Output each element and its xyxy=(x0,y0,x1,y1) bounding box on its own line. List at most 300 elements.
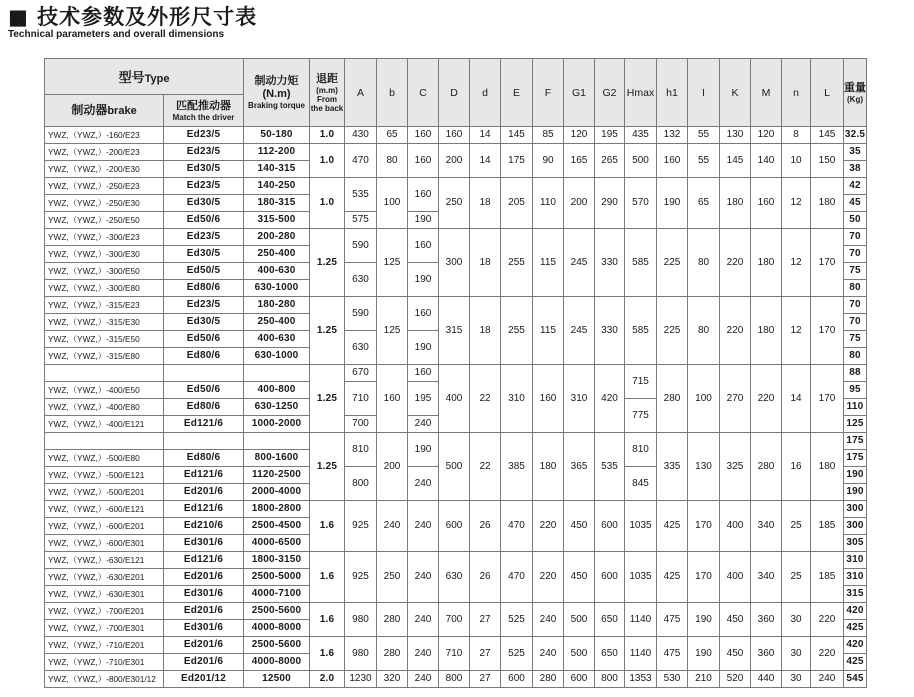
cell-brake: YWZ,（YWZ,）-300/E50 xyxy=(45,263,164,280)
cell-m: 340 xyxy=(751,552,782,603)
cell-brake: YWZ,（YWZ,）-315/E30 xyxy=(45,314,164,331)
cell-h1: 225 xyxy=(657,297,688,365)
driver-header: 匹配推动器 Match the driver xyxy=(164,95,244,127)
cell-brake: YWZ,（YWZ,）-600/E301 xyxy=(45,535,164,552)
cell-brake: YWZ,（YWZ,）-300/E23 xyxy=(45,229,164,246)
cell-back: 1.0 xyxy=(310,144,345,178)
cell-b: 160 xyxy=(377,365,408,433)
page-subtitle: Technical parameters and overall dimensions xyxy=(8,29,225,40)
cell-c: 240 xyxy=(408,603,439,637)
cell-weight: 305 xyxy=(844,535,867,552)
cell-d: 630 xyxy=(439,552,470,603)
cell-torque xyxy=(244,365,310,382)
cell-m: 360 xyxy=(751,603,782,637)
cell-brake: YWZ,（YWZ,）-300/E30 xyxy=(45,246,164,263)
table-row xyxy=(45,501,867,518)
cell-n: 30 xyxy=(782,603,811,637)
cell-i: 65 xyxy=(688,178,720,229)
cell-i: 80 xyxy=(688,229,720,297)
cell-brake xyxy=(45,365,164,382)
cell-driver: Ed80/6 xyxy=(164,280,244,297)
cell-h1: 190 xyxy=(657,178,688,229)
cell-b: 200 xyxy=(377,433,408,501)
cell-torque: 400-630 xyxy=(244,263,310,280)
cell-a: 800 xyxy=(345,467,377,501)
cell-l: 180 xyxy=(811,178,844,229)
cell-a: 980 xyxy=(345,603,377,637)
cell-torque: 400-800 xyxy=(244,382,310,399)
cell-torque: 1000-2000 xyxy=(244,416,310,433)
cell-g2: 265 xyxy=(595,144,625,178)
cell-d: 26 xyxy=(470,501,501,552)
cell-n: 14 xyxy=(782,365,811,433)
cell-k: 400 xyxy=(720,552,751,603)
cell-l: 145 xyxy=(811,127,844,144)
cell-g2: 650 xyxy=(595,603,625,637)
cell-driver: Ed121/6 xyxy=(164,416,244,433)
cell-d: 600 xyxy=(439,501,470,552)
cell-back: 1.6 xyxy=(310,552,345,603)
cell-driver: Ed80/6 xyxy=(164,399,244,416)
cell-driver xyxy=(164,365,244,382)
cell-h: 585 xyxy=(625,229,657,297)
cell-back: 1.0 xyxy=(310,178,345,229)
cell-h: 585 xyxy=(625,297,657,365)
dim-header-e: E xyxy=(501,59,533,127)
cell-brake: YWZ,（YWZ,）-800/E301/12 xyxy=(45,671,164,688)
cell-a: 925 xyxy=(345,552,377,603)
cell-g1: 245 xyxy=(564,297,595,365)
page-title: ■ 技术参数及外形尺寸表 xyxy=(8,5,258,29)
cell-g1: 500 xyxy=(564,603,595,637)
cell-driver: Ed50/6 xyxy=(164,331,244,348)
cell-f: 180 xyxy=(533,433,564,501)
cell-back: 1.6 xyxy=(310,501,345,552)
cell-d: 14 xyxy=(470,127,501,144)
cell-brake: YWZ,（YWZ,）-630/E301 xyxy=(45,586,164,603)
cell-driver: Ed30/5 xyxy=(164,161,244,178)
cell-b: 250 xyxy=(377,552,408,603)
cell-d: 300 xyxy=(439,229,470,297)
table-row xyxy=(45,365,867,382)
cell-driver: Ed23/5 xyxy=(164,127,244,144)
cell-weight: 42 xyxy=(844,178,867,195)
cell-i: 130 xyxy=(688,433,720,501)
cell-b: 100 xyxy=(377,178,408,229)
table-row xyxy=(45,637,867,654)
cell-i: 170 xyxy=(688,501,720,552)
cell-g2: 600 xyxy=(595,501,625,552)
cell-torque: 2500-4500 xyxy=(244,518,310,535)
cell-h: 1035 xyxy=(625,552,657,603)
cell-torque: 315-500 xyxy=(244,212,310,229)
cell-d: 400 xyxy=(439,365,470,433)
cell-driver: Ed50/5 xyxy=(164,263,244,280)
cell-b: 65 xyxy=(377,127,408,144)
cell-weight: 70 xyxy=(844,314,867,331)
cell-torque: 630-1000 xyxy=(244,280,310,297)
cell-e: 385 xyxy=(501,433,533,501)
cell-h: 775 xyxy=(625,399,657,433)
cell-driver: Ed50/6 xyxy=(164,212,244,229)
cell-brake: YWZ,（YWZ,）-600/E121 xyxy=(45,501,164,518)
cell-l: 180 xyxy=(811,433,844,501)
cell-k: 450 xyxy=(720,637,751,671)
table-row xyxy=(45,552,867,569)
cell-c: 160 xyxy=(408,178,439,212)
cell-weight: 95 xyxy=(844,382,867,399)
dim-header-k: K xyxy=(720,59,751,127)
cell-h1: 132 xyxy=(657,127,688,144)
back-header: 退距 (m.m) From the back xyxy=(310,59,345,127)
cell-brake xyxy=(45,433,164,450)
cell-h1: 425 xyxy=(657,552,688,603)
cell-back: 1.0 xyxy=(310,127,345,144)
cell-weight: 32.5 xyxy=(844,127,867,144)
cell-g1: 245 xyxy=(564,229,595,297)
cell-l: 220 xyxy=(811,603,844,637)
cell-h1: 425 xyxy=(657,501,688,552)
cell-brake: YWZ,（YWZ,）-400/E121 xyxy=(45,416,164,433)
cell-h: 500 xyxy=(625,144,657,178)
cell-weight: 45 xyxy=(844,195,867,212)
cell-weight: 50 xyxy=(844,212,867,229)
cell-driver: Ed301/6 xyxy=(164,535,244,552)
cell-brake: YWZ,（YWZ,）-500/E121 xyxy=(45,467,164,484)
cell-torque: 630-1250 xyxy=(244,399,310,416)
cell-driver: Ed121/6 xyxy=(164,552,244,569)
cell-torque: 180-280 xyxy=(244,297,310,314)
cell-f: 220 xyxy=(533,552,564,603)
cell-n: 16 xyxy=(782,433,811,501)
cell-d: 22 xyxy=(470,433,501,501)
cell-driver: Ed201/6 xyxy=(164,484,244,501)
cell-brake: YWZ,（YWZ,）-315/E50 xyxy=(45,331,164,348)
cell-f: 240 xyxy=(533,637,564,671)
cell-brake: YWZ,（YWZ,）-630/E201 xyxy=(45,569,164,586)
brake-header: 制动器brake xyxy=(45,95,164,127)
table-row xyxy=(45,178,867,195)
cell-torque xyxy=(244,433,310,450)
cell-c: 240 xyxy=(408,501,439,552)
cell-weight: 420 xyxy=(844,603,867,620)
dim-header-l: L xyxy=(811,59,844,127)
cell-driver: Ed201/6 xyxy=(164,603,244,620)
cell-torque: 2500-5000 xyxy=(244,569,310,586)
cell-c: 240 xyxy=(408,416,439,433)
cell-n: 30 xyxy=(782,671,811,688)
cell-n: 12 xyxy=(782,297,811,365)
weight-header: 重量 (Kg) xyxy=(844,59,867,127)
cell-c: 160 xyxy=(408,229,439,263)
cell-brake: YWZ,（YWZ,）-250/E50 xyxy=(45,212,164,229)
cell-driver: Ed210/6 xyxy=(164,518,244,535)
cell-a: 630 xyxy=(345,331,377,365)
cell-d: 18 xyxy=(470,297,501,365)
cell-torque: 200-280 xyxy=(244,229,310,246)
cell-d: 22 xyxy=(470,365,501,433)
dim-header-g1: G1 xyxy=(564,59,595,127)
cell-weight: 420 xyxy=(844,637,867,654)
cell-d: 26 xyxy=(470,552,501,603)
cell-k: 400 xyxy=(720,501,751,552)
cell-i: 55 xyxy=(688,127,720,144)
cell-h: 715 xyxy=(625,365,657,399)
cell-e: 255 xyxy=(501,229,533,297)
cell-i: 100 xyxy=(688,365,720,433)
cell-torque: 1800-3150 xyxy=(244,552,310,569)
cell-h: 570 xyxy=(625,178,657,229)
cell-torque: 4000-6500 xyxy=(244,535,310,552)
cell-brake: YWZ,（YWZ,）-700/E301 xyxy=(45,620,164,637)
cell-m: 440 xyxy=(751,671,782,688)
cell-torque: 1120-2500 xyxy=(244,467,310,484)
cell-weight: 80 xyxy=(844,348,867,365)
cell-brake: YWZ,（YWZ,）-200/E23 xyxy=(45,144,164,161)
cell-brake: YWZ,（YWZ,）-300/E80 xyxy=(45,280,164,297)
cell-a: 670 xyxy=(345,365,377,382)
cell-torque: 2500-5600 xyxy=(244,603,310,620)
cell-h: 1353 xyxy=(625,671,657,688)
cell-f: 115 xyxy=(533,229,564,297)
cell-l: 220 xyxy=(811,637,844,671)
cell-n: 30 xyxy=(782,637,811,671)
cell-g2: 290 xyxy=(595,178,625,229)
cell-weight: 125 xyxy=(844,416,867,433)
cell-f: 85 xyxy=(533,127,564,144)
cell-m: 220 xyxy=(751,365,782,433)
cell-g1: 310 xyxy=(564,365,595,433)
cell-d: 18 xyxy=(470,229,501,297)
cell-driver: Ed23/5 xyxy=(164,178,244,195)
cell-torque: 112-200 xyxy=(244,144,310,161)
cell-torque: 2000-4000 xyxy=(244,484,310,501)
cell-c: 190 xyxy=(408,331,439,365)
cell-c: 240 xyxy=(408,637,439,671)
cell-b: 80 xyxy=(377,144,408,178)
cell-brake: YWZ,（YWZ,）-250/E23 xyxy=(45,178,164,195)
cell-torque: 630-1000 xyxy=(244,348,310,365)
cell-weight: 190 xyxy=(844,467,867,484)
cell-b: 320 xyxy=(377,671,408,688)
cell-brake: YWZ,（YWZ,）-400/E50 xyxy=(45,382,164,399)
cell-brake: YWZ,（YWZ,）-500/E201 xyxy=(45,484,164,501)
cell-weight: 70 xyxy=(844,246,867,263)
dim-header-c: C xyxy=(408,59,439,127)
cell-e: 310 xyxy=(501,365,533,433)
cell-e: 600 xyxy=(501,671,533,688)
cell-back: 1.25 xyxy=(310,433,345,501)
cell-a: 1230 xyxy=(345,671,377,688)
dim-header-f: F xyxy=(533,59,564,127)
cell-l: 185 xyxy=(811,501,844,552)
cell-weight: 175 xyxy=(844,450,867,467)
cell-e: 175 xyxy=(501,144,533,178)
spec-table xyxy=(44,58,867,688)
torque-header: 制动力矩 (N.m) Braking torque xyxy=(244,59,310,127)
cell-driver: Ed23/5 xyxy=(164,297,244,314)
cell-torque: 1800-2800 xyxy=(244,501,310,518)
cell-brake: YWZ,（YWZ,）-160/E23 xyxy=(45,127,164,144)
cell-driver: Ed23/5 xyxy=(164,229,244,246)
cell-l: 150 xyxy=(811,144,844,178)
cell-driver: Ed301/6 xyxy=(164,586,244,603)
cell-h: 845 xyxy=(625,467,657,501)
cell-g1: 200 xyxy=(564,178,595,229)
cell-driver: Ed201/12 xyxy=(164,671,244,688)
cell-b: 125 xyxy=(377,297,408,365)
cell-a: 980 xyxy=(345,637,377,671)
cell-a: 700 xyxy=(345,416,377,433)
cell-h: 435 xyxy=(625,127,657,144)
cell-f: 115 xyxy=(533,297,564,365)
cell-brake: YWZ,（YWZ,）-315/E23 xyxy=(45,297,164,314)
cell-weight: 70 xyxy=(844,297,867,314)
cell-brake: YWZ,（YWZ,）-700/E201 xyxy=(45,603,164,620)
cell-k: 220 xyxy=(720,229,751,297)
cell-k: 450 xyxy=(720,603,751,637)
cell-g1: 120 xyxy=(564,127,595,144)
cell-i: 170 xyxy=(688,552,720,603)
dim-header-b: b xyxy=(377,59,408,127)
cell-a: 430 xyxy=(345,127,377,144)
cell-i: 80 xyxy=(688,297,720,365)
cell-c: 190 xyxy=(408,212,439,229)
cell-driver: Ed301/6 xyxy=(164,620,244,637)
cell-torque: 4000-8000 xyxy=(244,654,310,671)
cell-l: 170 xyxy=(811,229,844,297)
cell-h: 1035 xyxy=(625,501,657,552)
cell-torque: 250-400 xyxy=(244,314,310,331)
cell-torque: 140-315 xyxy=(244,161,310,178)
cell-c: 240 xyxy=(408,671,439,688)
cell-h1: 530 xyxy=(657,671,688,688)
dim-header-d: d xyxy=(470,59,501,127)
cell-driver: Ed30/5 xyxy=(164,246,244,263)
cell-driver: Ed30/5 xyxy=(164,314,244,331)
cell-g1: 165 xyxy=(564,144,595,178)
cell-back: 1.25 xyxy=(310,365,345,433)
cell-weight: 70 xyxy=(844,229,867,246)
cell-torque: 140-250 xyxy=(244,178,310,195)
cell-a: 590 xyxy=(345,229,377,263)
cell-e: 525 xyxy=(501,637,533,671)
cell-torque: 800-1600 xyxy=(244,450,310,467)
cell-i: 190 xyxy=(688,637,720,671)
cell-weight: 110 xyxy=(844,399,867,416)
cell-weight: 425 xyxy=(844,654,867,671)
cell-g1: 500 xyxy=(564,637,595,671)
cell-c: 160 xyxy=(408,365,439,382)
cell-a: 710 xyxy=(345,382,377,416)
cell-driver: Ed121/6 xyxy=(164,501,244,518)
cell-f: 220 xyxy=(533,501,564,552)
cell-g2: 600 xyxy=(595,552,625,603)
cell-e: 470 xyxy=(501,501,533,552)
cell-d: 800 xyxy=(439,671,470,688)
cell-g2: 650 xyxy=(595,637,625,671)
cell-m: 180 xyxy=(751,297,782,365)
cell-c: 190 xyxy=(408,433,439,467)
cell-b: 240 xyxy=(377,501,408,552)
cell-e: 525 xyxy=(501,603,533,637)
cell-c: 190 xyxy=(408,263,439,297)
cell-h: 810 xyxy=(625,433,657,467)
cell-a: 470 xyxy=(345,144,377,178)
cell-c: 240 xyxy=(408,467,439,501)
cell-g1: 450 xyxy=(564,552,595,603)
cell-i: 190 xyxy=(688,603,720,637)
cell-k: 270 xyxy=(720,365,751,433)
cell-c: 160 xyxy=(408,144,439,178)
cell-m: 340 xyxy=(751,501,782,552)
cell-c: 160 xyxy=(408,127,439,144)
cell-n: 25 xyxy=(782,501,811,552)
cell-driver: Ed121/6 xyxy=(164,467,244,484)
cell-brake: YWZ,（YWZ,）-200/E30 xyxy=(45,161,164,178)
cell-d: 500 xyxy=(439,433,470,501)
cell-c: 195 xyxy=(408,382,439,416)
cell-i: 210 xyxy=(688,671,720,688)
cell-h1: 160 xyxy=(657,144,688,178)
cell-weight: 80 xyxy=(844,280,867,297)
cell-weight: 190 xyxy=(844,484,867,501)
dim-header-i: I xyxy=(688,59,720,127)
cell-n: 12 xyxy=(782,178,811,229)
cell-a: 575 xyxy=(345,212,377,229)
cell-m: 160 xyxy=(751,178,782,229)
cell-m: 180 xyxy=(751,229,782,297)
cell-brake: YWZ,（YWZ,）-630/E121 xyxy=(45,552,164,569)
cell-torque: 4000-8000 xyxy=(244,620,310,637)
cell-weight: 315 xyxy=(844,586,867,603)
cell-torque: 250-400 xyxy=(244,246,310,263)
cell-h1: 280 xyxy=(657,365,688,433)
cell-weight: 425 xyxy=(844,620,867,637)
cell-back: 1.6 xyxy=(310,603,345,637)
cell-e: 470 xyxy=(501,552,533,603)
cell-weight: 300 xyxy=(844,518,867,535)
table-row xyxy=(45,433,867,450)
cell-e: 205 xyxy=(501,178,533,229)
cell-d: 200 xyxy=(439,144,470,178)
dim-header-n: n xyxy=(782,59,811,127)
cell-weight: 75 xyxy=(844,263,867,280)
cell-g1: 365 xyxy=(564,433,595,501)
cell-torque: 2500-5600 xyxy=(244,637,310,654)
cell-driver: Ed80/6 xyxy=(164,450,244,467)
cell-f: 110 xyxy=(533,178,564,229)
cell-k: 520 xyxy=(720,671,751,688)
cell-driver: Ed23/5 xyxy=(164,144,244,161)
cell-b: 280 xyxy=(377,603,408,637)
cell-brake: YWZ,（YWZ,）-710/E301 xyxy=(45,654,164,671)
cell-l: 240 xyxy=(811,671,844,688)
dim-header-d: D xyxy=(439,59,470,127)
cell-driver: Ed30/5 xyxy=(164,195,244,212)
cell-g2: 330 xyxy=(595,297,625,365)
table-row xyxy=(45,671,867,688)
type-header: 型号Type xyxy=(45,59,244,95)
table-row xyxy=(45,229,867,246)
cell-b: 125 xyxy=(377,229,408,297)
cell-f: 240 xyxy=(533,603,564,637)
cell-brake: YWZ,（YWZ,）-250/E30 xyxy=(45,195,164,212)
cell-driver: Ed50/6 xyxy=(164,382,244,399)
cell-f: 90 xyxy=(533,144,564,178)
cell-h1: 475 xyxy=(657,603,688,637)
cell-weight: 38 xyxy=(844,161,867,178)
